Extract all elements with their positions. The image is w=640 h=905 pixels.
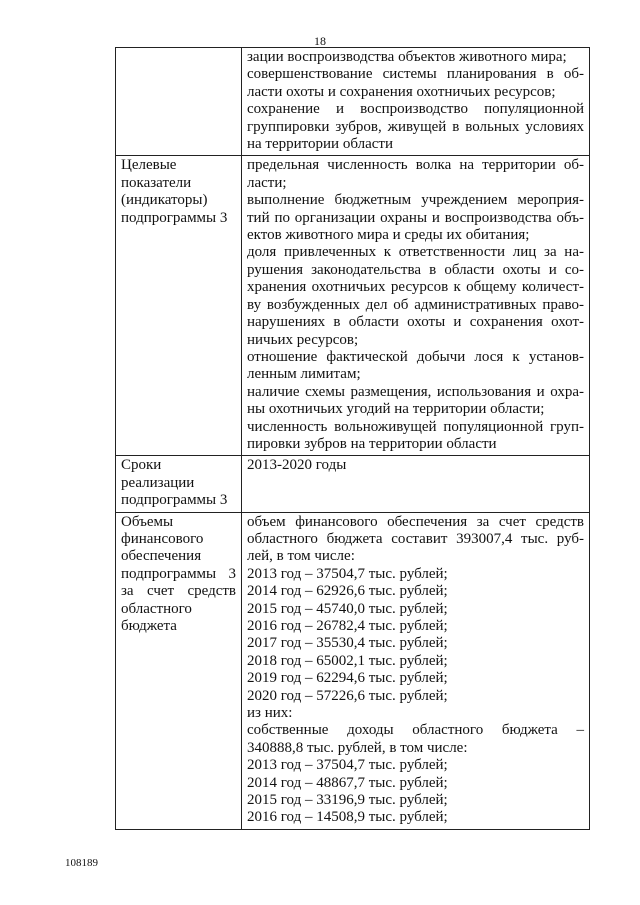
- content-line: пировки зубров на территории области: [247, 435, 497, 452]
- content-line: доля привлеченных к ответственности лиц за на-: [247, 244, 584, 261]
- content-line: отношение фактической добычи лося к установ-: [247, 348, 584, 365]
- row-content-cell: [242, 48, 590, 156]
- content-line: нарушениях в области охоты и сохранения охот-: [247, 314, 584, 331]
- row-content: [247, 457, 584, 474]
- content-line: численность вольноживущей популяционной груп-: [247, 418, 584, 435]
- content-line: совершенствование системы планирования в об-: [247, 66, 584, 83]
- table-row: [116, 456, 590, 512]
- content-line: предельная численность волка на территории об-: [247, 157, 584, 174]
- row-label-cell: [116, 156, 242, 456]
- row-label-cell: [116, 456, 242, 512]
- content-line: рушения законодательства в области охоты и со-: [247, 261, 584, 278]
- row-label: Сроки реализации подпрограммы 3: [121, 457, 228, 509]
- row-label: Объемы финансового обеспечения подпрограммы 3 за счет средств областного бюджета: [121, 513, 236, 634]
- row-content-cell: [242, 156, 590, 456]
- content-line: 2013 год – 37504,7 тыс. рублей;: [247, 757, 448, 774]
- content-line: лей, в том числе:: [247, 548, 355, 565]
- content-line: наличие схемы размещения, использования и охра-: [247, 383, 584, 400]
- content-line: 2014 год – 62926,6 тыс. рублей;: [247, 583, 448, 600]
- content-line: тий по организации охраны и воспроизводства объ-: [247, 209, 584, 226]
- table-row: [116, 156, 590, 456]
- content-line: 2017 год – 35530,4 тыс. рублей;: [247, 635, 448, 652]
- content-line: ву возбужденных дел об административных право-: [247, 296, 584, 313]
- content-line: 2013 год – 37504,7 тыс. рублей;: [247, 565, 448, 582]
- content-line: хранения охотничьих ресурсов к общему количест-: [247, 279, 584, 296]
- content-line: из них:: [247, 705, 293, 722]
- content-line: 2015 год – 45740,0 тыс. рублей;: [247, 600, 448, 617]
- content-line: областного бюджета составит 393007,4 тыс. руб-: [247, 530, 584, 547]
- content-line: 2016 год – 14508,9 тыс. рублей;: [247, 809, 448, 826]
- row-content: [247, 157, 584, 453]
- content-line: сохранение и воспроизводство популяционной: [247, 101, 584, 118]
- content-line: объем финансового обеспечения за счет средств: [247, 513, 584, 530]
- content-line: собственные доходы областного бюджета –: [247, 722, 584, 739]
- table-row: [116, 512, 590, 829]
- content-line: 2020 год – 57226,6 тыс. рублей;: [247, 687, 448, 704]
- content-line: ласти;: [247, 174, 287, 191]
- row-label-cell: [116, 512, 242, 829]
- content-line: ны охотничьих угодий на территории области;: [247, 401, 545, 418]
- row-label-cell: [116, 48, 242, 156]
- content-line: ленным лимитам;: [247, 366, 361, 383]
- content-line: ничьих ресурсов;: [247, 331, 359, 348]
- content-line: 2018 год – 65002,1 тыс. рублей;: [247, 652, 448, 669]
- table-row: [116, 48, 590, 156]
- content-line: ласти охоты и сохранения охотничьих ресурсов;: [247, 83, 556, 100]
- content-line: 2019 год – 62294,6 тыс. рублей;: [247, 670, 448, 687]
- content-line: группировки зубров, живущей в вольных условиях: [247, 118, 584, 135]
- row-content: [247, 514, 584, 827]
- row-content: [247, 49, 584, 153]
- content-line: зации воспроизводства объектов животного мира;: [247, 49, 567, 65]
- content-line: 2014 год – 48867,7 тыс. рублей;: [247, 774, 448, 791]
- content-line: на территории области: [247, 136, 393, 153]
- content-line: 2015 год – 33196,9 тыс. рублей;: [247, 792, 448, 809]
- content-line: ектов животного мира и среды их обитания;: [247, 227, 530, 244]
- program-passport-table: [115, 47, 590, 830]
- document-code: 108189: [65, 857, 98, 869]
- content-line: 2016 год – 26782,4 тыс. рублей;: [247, 618, 448, 634]
- page-number: 18: [314, 34, 326, 48]
- content-line: выполнение бюджетным учреждением мероприя-: [247, 192, 584, 209]
- content-line: 2013-2020 годы: [247, 457, 347, 474]
- row-content-cell: [242, 456, 590, 512]
- content-line: 340888,8 тыс. рублей, в том числе:: [247, 739, 468, 756]
- row-content-cell: [242, 512, 590, 829]
- row-label: Целевые показатели (индикаторы) подпрограммы 3: [121, 157, 228, 226]
